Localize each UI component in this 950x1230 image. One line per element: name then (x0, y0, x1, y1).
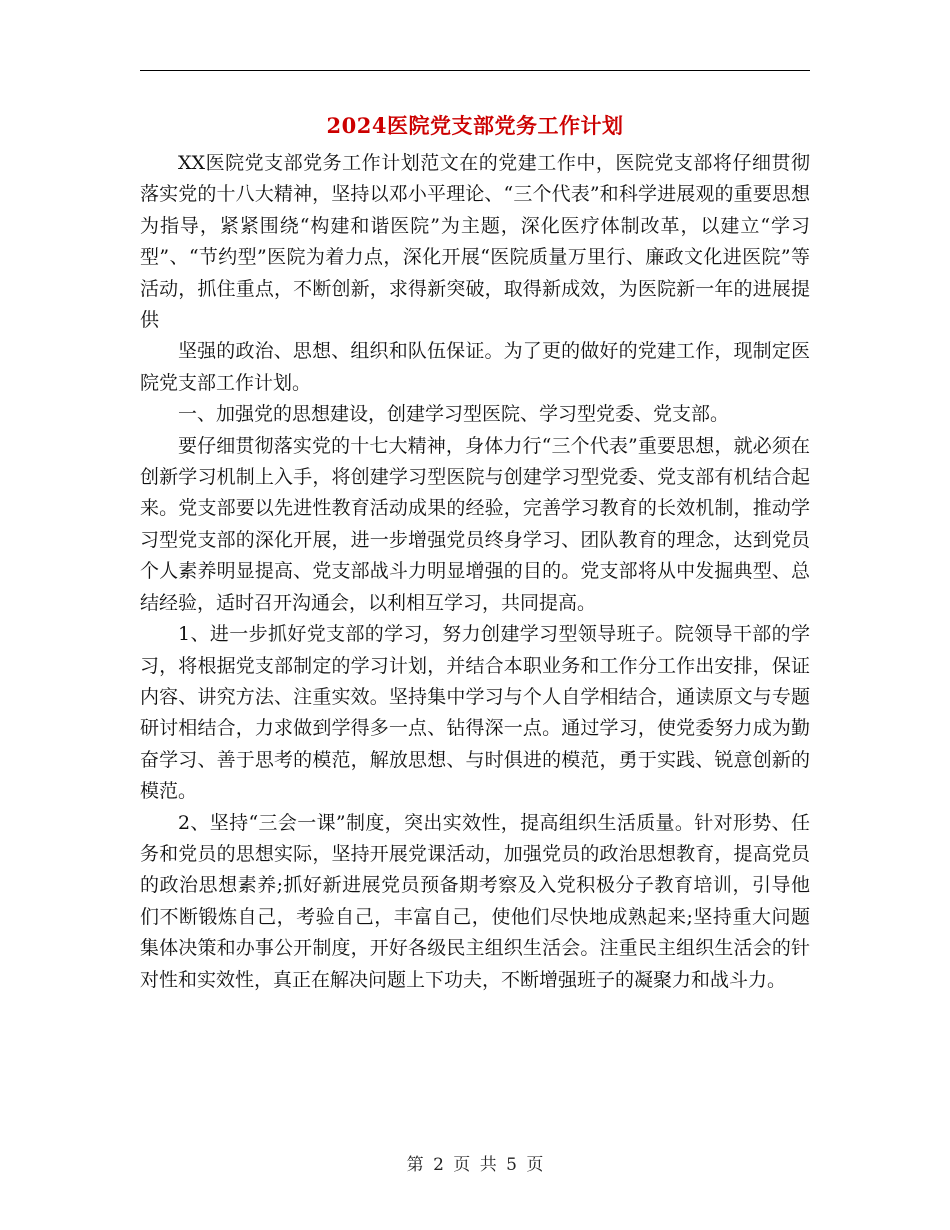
paragraph-section-1: 要仔细贯彻落实党的十七大精神，身体力行“三个代表”重要思想，就必须在创新学习机制上入手，将创建学习型医院与创建学习型党委、党支部有机结合起来。党支部要以先进性教育活动成果的经验，完善学习教育的长效机制，推动学习型党支部的深化开展，进一步增强党员终身学习、团队教育的理念，达到党员个人素养明显提高、党支部战斗力明显增强的目的。党支部将从中发掘典型、总结经验，适时召开沟通会，以利相互学习，共同提高。 (140, 434, 810, 614)
paragraph-intro-continued: 坚强的政治、思想、组织和队伍保证。为了更的做好的党建工作，现制定医院党支部工作计划。 (140, 340, 810, 394)
paragraph-item-2: 2、坚持“三会一课”制度，突出实效性，提高组织生活质量。针对形势、任务和党员的思想实际，坚持开展党课活动，加强党员的政治思想教育，提高党员的政治思想素养;抓好新进展党员预备期考察及入党积极分子教育培训，引导他们不断锻炼自己，考验自己，丰富自己，使他们尽快地成熟起来;坚持重大问题集体决策和办事公开制度，开好各级民主组织生活会。注重民主组织生活会的针对性和实效性，真正在解决问题上下功夫，不断增强班子的凝聚力和战斗力。 (140, 811, 810, 991)
header-rule (140, 70, 810, 71)
section-heading-1: 一、加强党的思想建设，创建学习型医院、学习型党委、党支部。 (178, 403, 730, 426)
paragraph-item-1: 1、进一步抓好党支部的学习，努力创建学习型领导班子。院领导干部的学习，将根据党支部制定的学习计划，并结合本职业务和工作分工作出安排，保证内容、讲究方法、注重实效。坚持集中学习与个人自学相结合，通读原文与专题研讨相结合，力求做到学得多一点、钻得深一点。通过学习，使党委努力成为勤奋学习、善于思考的模范，解放思想、与时俱进的模范，勇于实践、锐意创新的模范。 (140, 623, 810, 803)
paragraph-intro: XX医院党支部党务工作计划范文在的党建工作中，医院党支部将仔细贯彻落实党的十八大精神，坚持以邓小平理论、“三个代表”和科学进展观的重要思想为指导，紧紧围绕“构建和谐医院”为主题，深化医疗体制改革，以建立“学习型”、“节约型”医院为着力点，深化开展“医院质量万里行、廉政文化进医院”等活动，抓住重点，不断创新，求得新突破，取得新成效，为医院新一年的进展提供 (140, 152, 810, 332)
document-title: 2024医院党支部党务工作计划 (326, 113, 624, 138)
document-body (140, 148, 810, 996)
page-number-footer: 第 2 页 共 5 页 (406, 1155, 544, 1175)
